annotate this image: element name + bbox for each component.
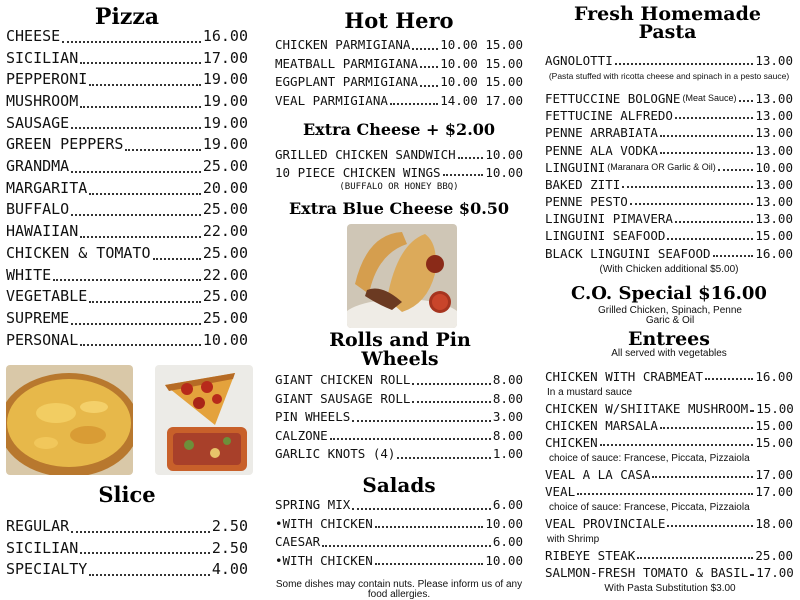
item-name: VEAL PROVINCIALE xyxy=(545,516,666,531)
dot-leader xyxy=(80,236,201,238)
item-name: LINGUINI SEAFOOD xyxy=(545,228,666,244)
menu-item-row xyxy=(6,26,248,48)
pizza-title: Pizza xyxy=(94,4,160,30)
item-name: GIANT CHICKEN ROLL xyxy=(275,372,411,387)
dot-leader xyxy=(630,203,754,205)
item-price: 22.00 xyxy=(202,222,248,241)
item-name: FETTUCCINE BOLOGNE xyxy=(545,90,681,106)
dot-leader xyxy=(412,383,490,385)
menu-item-row xyxy=(275,371,523,390)
dot-leader xyxy=(675,221,753,223)
menu-item-row xyxy=(275,552,523,571)
entree-note: choice of sauce: Francese, Piccata, Pizzaiola xyxy=(549,502,750,513)
slice-list xyxy=(6,516,248,581)
item-price: 13.00 xyxy=(755,194,793,210)
menu-item-row xyxy=(275,445,523,464)
menu-item-row xyxy=(545,400,793,417)
item-name: LINGUINI PIMAVERA xyxy=(545,211,673,227)
item-name: FETTUCINE ALFREDO xyxy=(545,108,673,124)
item-price: 19.00 xyxy=(202,70,248,89)
item-name: WHITE xyxy=(6,265,52,284)
item-sauce-note: (Meat Sauce) xyxy=(682,92,737,103)
menu-item-row xyxy=(545,515,793,532)
dot-leader xyxy=(390,103,438,105)
item-price: 10.00 xyxy=(485,164,523,180)
hot-hero-title: Hot Hero xyxy=(344,8,454,33)
menu-item-row xyxy=(275,496,523,515)
item-name: MEATBALL PARMIGIANA xyxy=(275,55,418,71)
dot-leader xyxy=(458,157,484,159)
co-special-title: C.O. Special $16.00 xyxy=(571,283,767,304)
dot-leader xyxy=(89,574,210,576)
item-name: •WITH CHICKEN xyxy=(275,515,373,531)
item-price: 25.00 xyxy=(202,287,248,306)
extra-cheese-note: Extra Cheese + $2.00 xyxy=(302,120,496,139)
item-price: 17.00 xyxy=(755,484,793,499)
item-name: BAKED ZITI xyxy=(545,176,621,192)
cheese-pizza-image xyxy=(6,365,133,475)
menu-item-row xyxy=(545,193,793,210)
menu-item-row xyxy=(545,245,793,262)
item-price: 10.00 15.00 xyxy=(440,55,523,71)
menu-item-row xyxy=(545,483,793,500)
item-name: GIANT SAUSAGE ROLL xyxy=(275,390,411,406)
item-name: CAESAR xyxy=(275,534,321,549)
item-name: CHICKEN MARSALA xyxy=(545,418,658,433)
item-price: 13.00 xyxy=(755,108,793,124)
allergy-note: Some dishes may contain nuts. Please inform us of any food allergies. xyxy=(275,579,523,600)
item-price: 16.00 xyxy=(755,369,793,384)
menu-item-row xyxy=(6,69,248,91)
dot-leader xyxy=(71,531,210,533)
item-price: 14.00 17.00 xyxy=(440,92,523,108)
dot-leader xyxy=(652,476,753,478)
dot-leader xyxy=(71,127,201,129)
dot-leader xyxy=(80,552,210,554)
item-name: EGGPLANT PARMIGIANA xyxy=(275,74,418,89)
menu-item-row xyxy=(545,564,793,581)
item-name: SPRING MIX xyxy=(275,497,351,512)
item-price: 19.00 xyxy=(202,92,248,111)
item-price: 19.00 xyxy=(202,113,248,132)
menu-item-row xyxy=(6,221,248,243)
dot-leader xyxy=(89,84,201,86)
item-name: 10 PIECE CHICKEN WINGS xyxy=(275,164,441,180)
menu-item-row xyxy=(275,146,523,164)
menu-item-row xyxy=(6,113,248,135)
item-price: 16.00 xyxy=(755,245,793,261)
item-price: 8.00 xyxy=(492,390,523,406)
item-name: SALMON-FRESH TOMATO & BASIL xyxy=(545,565,749,580)
item-price: 4.00 xyxy=(211,560,248,578)
item-price: 10.00 15.00 xyxy=(440,74,523,89)
dot-leader xyxy=(615,63,754,65)
co-special-note: Grilled Chicken, Spinach, Penne Garic & Oil xyxy=(598,305,742,326)
item-name: GRANDMA xyxy=(6,157,70,176)
agnolotti-row xyxy=(545,52,793,70)
salads-title: Salads xyxy=(362,473,436,497)
hot-hero-list xyxy=(275,36,523,110)
dot-leader xyxy=(739,100,754,102)
wings-sauce-note: (BUFFALO OR HONEY BBQ) xyxy=(339,182,459,192)
item-name: PEPPERONI xyxy=(6,70,88,89)
dot-leader xyxy=(322,545,491,547)
item-price: 13.00 xyxy=(755,142,793,158)
menu-item-row xyxy=(545,124,793,141)
menu-item-row xyxy=(6,156,248,178)
item-price: 25.00 xyxy=(202,200,248,219)
item-name: VEAL xyxy=(545,484,576,499)
menu-item-row xyxy=(545,142,793,159)
item-name: CHICKEN WITH CRABMEAT xyxy=(545,369,704,384)
menu-item-row xyxy=(545,368,793,385)
item-name: GARLIC KNOTS (4) xyxy=(275,446,396,462)
menu-item-row xyxy=(6,243,248,265)
item-price: 13.00 xyxy=(755,176,793,192)
menu-item-row xyxy=(545,417,793,434)
item-price: 15.00 xyxy=(755,228,793,244)
dot-leader xyxy=(89,193,201,195)
item-name: CHICKEN & TOMATO xyxy=(6,243,151,262)
dot-leader xyxy=(420,66,438,68)
item-name: VEAL PARMIGIANA xyxy=(275,92,388,108)
item-name: VEGETABLE xyxy=(6,287,88,306)
menu-item-row xyxy=(6,48,248,70)
dot-leader xyxy=(675,117,753,119)
dot-leader xyxy=(71,171,201,173)
dot-leader xyxy=(412,401,490,403)
menu-item-row xyxy=(275,427,523,446)
dot-leader xyxy=(330,438,491,440)
entrees-subtitle: All served with vegetables xyxy=(611,348,727,359)
item-name: CHICKEN PARMIGIANA xyxy=(275,37,411,52)
menu-item-row xyxy=(545,434,793,451)
menu-item-row xyxy=(545,90,793,107)
dot-leader xyxy=(80,62,201,64)
item-name: LINGUINI xyxy=(545,159,606,175)
item-price: 8.00 xyxy=(492,427,523,443)
dot-leader xyxy=(622,186,753,188)
item-price: 15.00 xyxy=(755,418,793,433)
item-price: 10.00 xyxy=(485,552,523,568)
entree-note: choice of sauce: Francese, Piccata, Pizzaiola xyxy=(549,453,750,464)
item-name: SICILIAN xyxy=(6,48,79,67)
menu-item-row xyxy=(545,107,793,124)
rolls-title: Rolls and Pin Wheels xyxy=(329,329,471,370)
item-name: PENNE ARRABIATA xyxy=(545,125,658,141)
dot-leader xyxy=(53,279,201,281)
dot-leader xyxy=(412,48,438,50)
item-price: 13.00 xyxy=(755,90,793,106)
menu-item-row xyxy=(545,547,793,564)
dot-leader xyxy=(375,526,484,528)
item-price: 6.00 xyxy=(492,534,523,549)
menu-item-row xyxy=(545,52,793,70)
item-name: PERSONAL xyxy=(6,330,79,349)
item-price: 13.00 xyxy=(755,53,793,68)
menu-item-row xyxy=(275,390,523,409)
item-price: 20.00 xyxy=(202,178,248,197)
item-price: 25.00 xyxy=(202,308,248,327)
menu-item-row xyxy=(545,210,793,227)
item-price: 3.00 xyxy=(492,409,523,425)
dot-leader xyxy=(153,258,201,260)
pasta-title: Fresh Homemade Pasta xyxy=(574,3,761,43)
rolls-list xyxy=(275,371,523,464)
item-price: 8.00 xyxy=(492,372,523,387)
dot-leader xyxy=(352,508,491,510)
item-price: 13.00 xyxy=(755,125,793,141)
item-name: PENNE ALA VODKA xyxy=(545,142,658,158)
dot-leader xyxy=(705,378,753,380)
dot-leader xyxy=(352,420,491,422)
dot-leader xyxy=(667,525,753,527)
menu-item-row xyxy=(545,228,793,245)
menu-item-row xyxy=(6,200,248,222)
item-price: 17.00 xyxy=(755,467,793,482)
pasta-list xyxy=(545,90,793,262)
item-name: MUSHROOM xyxy=(6,92,79,111)
menu-item-row xyxy=(545,466,793,483)
menu-item-row xyxy=(275,164,523,182)
menu-item-row xyxy=(6,538,248,560)
menu-item-row xyxy=(275,92,523,111)
entree-note: In a mustard sauce xyxy=(547,387,633,398)
menu-item-row xyxy=(275,36,523,55)
pepperoni-slice-graphic xyxy=(155,365,253,475)
dot-leader xyxy=(577,493,753,495)
dot-leader xyxy=(660,427,753,429)
entree-note: with Shrimp xyxy=(547,534,600,545)
chicken-additional-note: (With Chicken additional $5.00) xyxy=(599,264,739,275)
item-name: CHICKEN W/SHIITAKE MUSHROOM xyxy=(545,401,749,416)
item-name: SAUSAGE xyxy=(6,113,70,132)
item-name: SICILIAN xyxy=(6,538,79,557)
item-price: 18.00 xyxy=(755,516,793,531)
salads-list xyxy=(275,496,523,570)
item-price: 22.00 xyxy=(202,265,248,284)
item-price: 10.00 xyxy=(485,147,523,162)
dot-leader xyxy=(443,174,484,176)
dot-leader xyxy=(89,301,201,303)
item-price: 17.00 xyxy=(756,565,794,580)
menu-item-row xyxy=(6,308,248,330)
item-name: REGULAR xyxy=(6,517,70,535)
dot-leader xyxy=(71,323,201,325)
item-price: 10.00 15.00 xyxy=(440,37,523,52)
cheese-pizza-graphic xyxy=(6,365,133,475)
menu-item-row xyxy=(275,55,523,74)
item-sauce-note: (Maranara OR Garlic & Oil) xyxy=(607,161,716,172)
item-price: 2.50 xyxy=(211,517,248,535)
menu-item-row xyxy=(6,286,248,308)
sandwich-list xyxy=(275,146,523,181)
dot-leader xyxy=(375,563,484,565)
calzone-image xyxy=(347,224,457,328)
item-name: AGNOLOTTI xyxy=(545,53,613,68)
dot-leader xyxy=(80,106,201,108)
item-name: PIN WHEELS xyxy=(275,409,351,425)
item-price: 25.00 xyxy=(202,243,248,262)
entrees-title: Entrees xyxy=(628,328,710,350)
menu-item-row xyxy=(6,178,248,200)
entree-note: With Pasta Substitution $3.00 xyxy=(604,583,736,594)
dot-leader xyxy=(637,557,753,559)
item-name: CALZONE xyxy=(275,427,328,443)
item-price: 17.00 xyxy=(202,48,248,67)
dot-leader xyxy=(80,344,201,346)
calzone-graphic xyxy=(347,224,457,328)
dot-leader xyxy=(667,238,753,240)
item-price: 16.00 xyxy=(202,26,248,45)
item-price: 15.00 xyxy=(755,435,793,450)
item-name: RIBEYE STEAK xyxy=(545,548,636,563)
item-price: 1.00 xyxy=(492,446,523,462)
item-name: GRILLED CHICKEN SANDWICH xyxy=(275,147,456,162)
menu-item-row xyxy=(6,559,248,581)
item-price: 10.00 xyxy=(485,515,523,531)
item-price: 15.00 xyxy=(756,401,794,416)
menu-item-row xyxy=(545,159,793,176)
entrees-list xyxy=(545,368,793,596)
dot-leader xyxy=(750,574,754,576)
item-price: 25.00 xyxy=(202,157,248,176)
item-name: CHEESE xyxy=(6,26,61,45)
pepperoni-slice-image xyxy=(155,365,253,475)
dot-leader xyxy=(660,152,753,154)
item-name: PENNE PESTO xyxy=(545,194,628,210)
extra-blue-cheese-note: Extra Blue Cheese $0.50 xyxy=(288,199,510,218)
agnolotti-note: (Pasta stuffed with ricotta cheese and spinach in a pesto sauce) xyxy=(548,71,790,81)
item-price: 10.00 xyxy=(202,330,248,349)
menu-item-row xyxy=(275,408,523,427)
menu-item-row xyxy=(545,176,793,193)
item-price: 19.00 xyxy=(202,135,248,154)
dot-leader xyxy=(397,457,490,459)
item-price: 25.00 xyxy=(755,548,793,563)
item-name: •WITH CHICKEN xyxy=(275,552,373,568)
dot-leader xyxy=(660,135,753,137)
dot-leader xyxy=(600,444,754,446)
menu-item-row xyxy=(6,91,248,113)
dot-leader xyxy=(71,214,201,216)
item-name: GREEN PEPPERS xyxy=(6,135,124,154)
item-name: CHICKEN xyxy=(545,435,598,450)
pizza-list xyxy=(6,26,248,351)
menu-item-row xyxy=(275,515,523,534)
item-price: 10.00 xyxy=(755,159,793,175)
item-name: HAWAIIAN xyxy=(6,222,79,241)
item-name: SPECIALTY xyxy=(6,560,88,578)
dot-leader xyxy=(62,41,201,43)
dot-leader xyxy=(420,85,438,87)
menu-item-row xyxy=(275,533,523,552)
item-name: VEAL A LA CASA xyxy=(545,467,651,482)
menu-item-row xyxy=(6,134,248,156)
dot-leader xyxy=(125,149,200,151)
item-name: MARGARITA xyxy=(6,178,88,197)
menu-item-row xyxy=(275,73,523,92)
item-name: BLACK LINGUINI SEAFOOD xyxy=(545,245,711,261)
item-price: 2.50 xyxy=(211,538,248,557)
dot-leader xyxy=(750,410,754,412)
menu-item-row xyxy=(6,330,248,352)
slice-title: Slice xyxy=(98,482,156,507)
item-name: BUFFALO xyxy=(6,200,70,219)
menu-item-row xyxy=(6,516,248,538)
item-price: 13.00 xyxy=(755,211,793,227)
menu-item-row xyxy=(6,265,248,287)
item-price: 6.00 xyxy=(492,497,523,512)
dot-leader xyxy=(713,255,754,257)
dot-leader xyxy=(718,169,754,171)
item-name: SUPREME xyxy=(6,308,70,327)
